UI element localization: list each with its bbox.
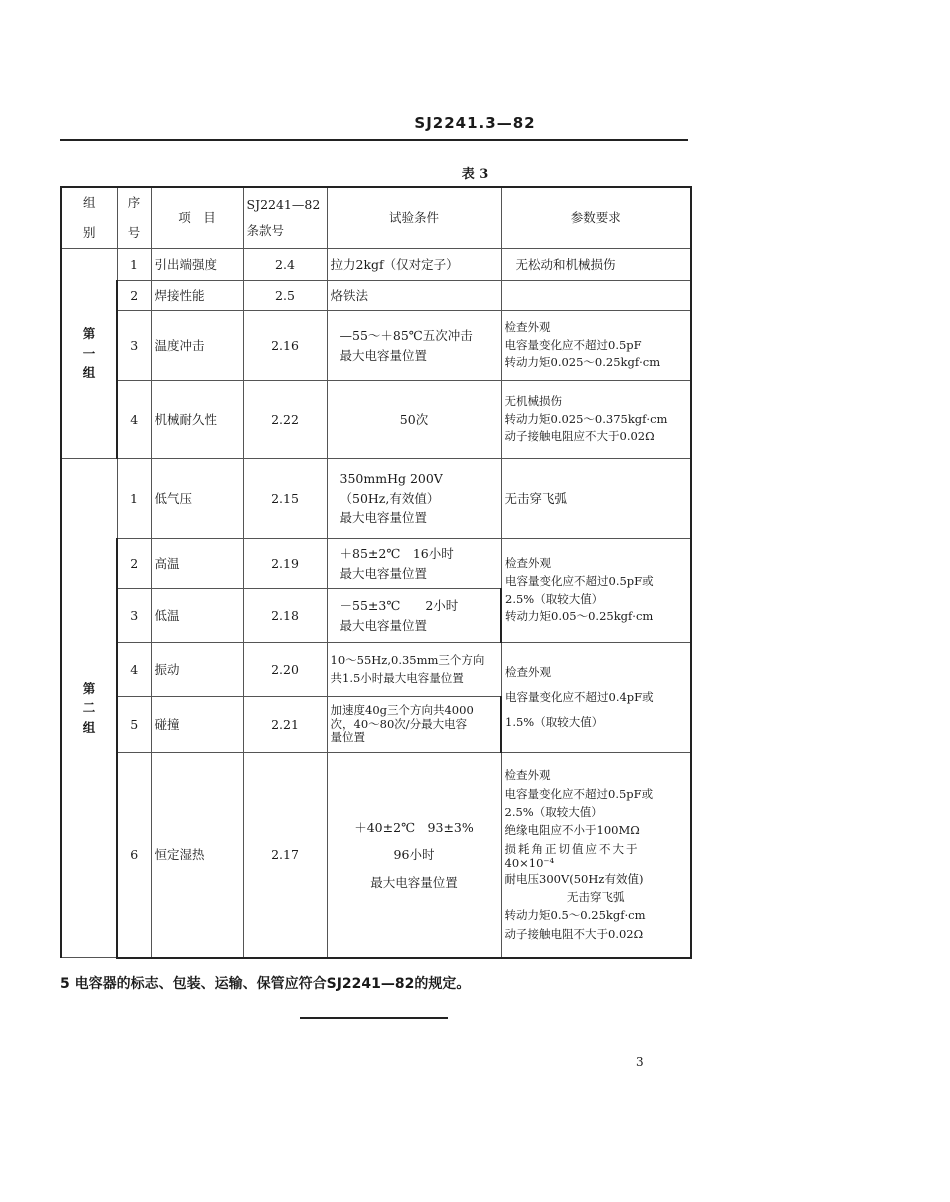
seq-cell: 1 — [117, 459, 151, 539]
seq-cell: 4 — [117, 643, 151, 697]
item-cell: 机械耐久性 — [151, 381, 243, 459]
header-group: 组 别 — [61, 187, 117, 249]
requirement-cell: 检查外观 电容量变化应不超过0.5pF或 2.5%（取较大值） 转动力矩0.05～0.25kgf·cm — [501, 539, 691, 643]
clause-cell: 2.19 — [243, 539, 327, 589]
clause-cell: 2.18 — [243, 589, 327, 643]
header-item: 项 目 — [151, 187, 243, 249]
group1-label: 第 一 组 — [61, 249, 117, 459]
condition-cell: 50次 — [327, 381, 501, 459]
clause-cell: 2.15 — [243, 459, 327, 539]
table-row — [61, 643, 691, 697]
seq-cell: 4 — [117, 381, 151, 459]
table-row — [61, 539, 691, 589]
condition-cell: 加速度40g三个方向共4000 次，40～80次/分最大电容 量位置 — [327, 697, 501, 753]
condition-cell: 350mmHg 200V （50Hz,有效值） 最大电容量位置 — [327, 459, 501, 539]
header-requirement: 参数要求 — [501, 187, 691, 249]
header-rule — [60, 139, 688, 141]
packaging-note: 5 电容器的标志、包装、运输、保管应符合SJ2241—82的规定。 — [60, 976, 471, 992]
item-cell: 低温 — [151, 589, 243, 643]
table-row — [61, 381, 691, 459]
table-row — [61, 281, 691, 311]
requirement-cell: 无机械损伤 转动力矩0.025～0.375kgf·cm 动子接触电阻应不大于0.02Ω — [501, 381, 691, 459]
item-cell: 低气压 — [151, 459, 243, 539]
item-cell: 引出端强度 — [151, 249, 243, 281]
item-cell: 碰撞 — [151, 697, 243, 753]
requirement-cell — [501, 281, 691, 311]
item-cell: 高温 — [151, 539, 243, 589]
item-cell: 焊接性能 — [151, 281, 243, 311]
table-row — [61, 753, 691, 958]
clause-cell: 2.20 — [243, 643, 327, 697]
header-seq: 序 号 — [117, 187, 151, 249]
item-cell: 温度冲击 — [151, 311, 243, 381]
seq-cell: 2 — [117, 281, 151, 311]
footer-rule — [300, 1017, 448, 1019]
requirement-cell: 检查外观 电容量变化应不超过0.4pF或 1.5%（取较大值） — [501, 643, 691, 753]
table-row — [61, 249, 691, 281]
item-cell: 恒定湿热 — [151, 753, 243, 958]
clause-cell: 2.5 — [243, 281, 327, 311]
condition-cell: —55～＋85℃五次冲击 最大电容量位置 — [327, 311, 501, 381]
test-table — [60, 186, 692, 959]
table-row — [61, 311, 691, 381]
requirement-cell: 无松动和机械损伤 — [501, 249, 691, 281]
clause-cell: 2.16 — [243, 311, 327, 381]
condition-cell: 拉力2kgf（仅对定子） — [327, 249, 501, 281]
seq-cell: 5 — [117, 697, 151, 753]
group2-label: 第 二 组 — [61, 459, 117, 958]
clause-cell: 2.21 — [243, 697, 327, 753]
table-row — [61, 459, 691, 539]
condition-cell: 10～55Hz,0.35mm三个方向 共1.5小时最大电容量位置 — [327, 643, 501, 697]
document-code: SJ2241.3—82 — [414, 114, 536, 132]
condition-cell: ＋40±2℃ 93±3% 96小时 最大电容量位置 — [327, 753, 501, 958]
seq-cell: 3 — [117, 311, 151, 381]
requirement-cell: 无击穿飞弧 — [501, 459, 691, 539]
seq-cell: 6 — [117, 753, 151, 958]
table-header-row — [61, 187, 691, 249]
clause-cell: 2.4 — [243, 249, 327, 281]
seq-cell: 2 — [117, 539, 151, 589]
condition-cell: ＋85±2℃ 16小时 最大电容量位置 — [327, 539, 501, 589]
condition-cell: －55±3℃ 2小时 最大电容量位置 — [327, 589, 501, 643]
seq-cell: 3 — [117, 589, 151, 643]
table-title: 表 3 — [461, 167, 489, 182]
requirement-cell: 检查外观 电容量变化应不超过0.5pF或 2.5%（取较大值） 绝缘电阻应不小于100MΩ 损耗角正切值应不大于 40×10⁻⁴ 耐电压300V(50Hz有效值) 无击穿飞弧 转动力矩0.5～0.25kgf·cm 动子接触电阻不大于0.02Ω — [501, 753, 691, 958]
clause-cell: 2.17 — [243, 753, 327, 958]
seq-cell: 1 — [117, 249, 151, 281]
requirement-cell: 检查外观 电容量变化应不超过0.5pF 转动力矩0.025～0.25kgf·cm — [501, 311, 691, 381]
page-number: 3 — [636, 1055, 644, 1069]
header-clause: SJ2241—82 条款号 — [243, 187, 327, 249]
item-cell: 振动 — [151, 643, 243, 697]
condition-cell: 烙铁法 — [327, 281, 501, 311]
clause-cell: 2.22 — [243, 381, 327, 459]
header-condition: 试验条件 — [327, 187, 501, 249]
